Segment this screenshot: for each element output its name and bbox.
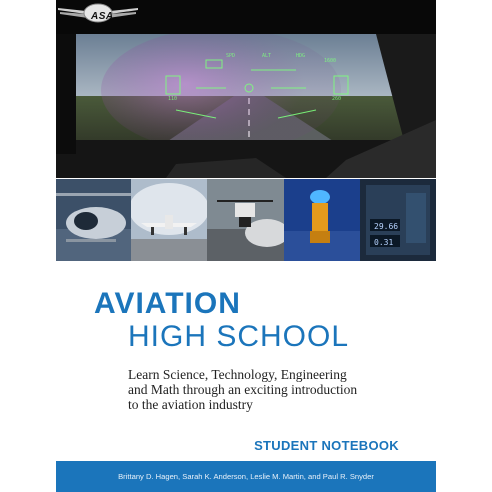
description-line-3: to the aviation industry — [128, 397, 253, 412]
book-cover — [56, 0, 436, 492]
svg-text:1600: 1600 — [324, 58, 337, 64]
authors-bar — [56, 461, 436, 492]
svg-text:260: 260 — [332, 96, 342, 102]
description-line-1: Learn Science, Technology, Engineering — [128, 367, 347, 382]
svg-text:29.66: 29.66 — [374, 222, 399, 231]
publisher-logo-text: ASA — [91, 11, 114, 22]
edition-label: STUDENT NOTEBOOK — [254, 438, 399, 453]
svg-text:SPD: SPD — [226, 53, 236, 59]
photo-beacon-light — [284, 179, 360, 261]
svg-text:HDG: HDG — [296, 53, 306, 59]
photo-cockpit-instruments — [360, 179, 436, 261]
cockpit-instruments-icon — [360, 179, 436, 261]
photo-helicopter — [56, 179, 131, 261]
cockpit-hud-illustration — [56, 0, 436, 178]
beacon-light-icon — [284, 179, 360, 261]
svg-text:0.31: 0.31 — [374, 238, 394, 247]
book-title-line-1: AVIATION — [94, 287, 241, 320]
helicopter-icon — [56, 179, 131, 261]
description-line-2: and Math through an exciting introduction — [128, 382, 358, 397]
book-title-line-2: HIGH SCHOOL — [128, 320, 350, 353]
book-description — [128, 367, 428, 412]
photo-strip — [56, 179, 436, 261]
drone-icon — [207, 179, 284, 261]
authors-text: Brittany D. Hagen, Sarah K. Anderson, Leslie M. Martin, and Paul R. Snyder — [118, 472, 374, 481]
svg-text:ALT: ALT — [262, 53, 272, 59]
svg-text:110: 110 — [168, 96, 178, 102]
photo-business-jet — [131, 179, 207, 261]
business-jet-icon — [131, 179, 207, 261]
hero-image-cockpit-hud — [56, 0, 436, 178]
photo-drone — [207, 179, 284, 261]
